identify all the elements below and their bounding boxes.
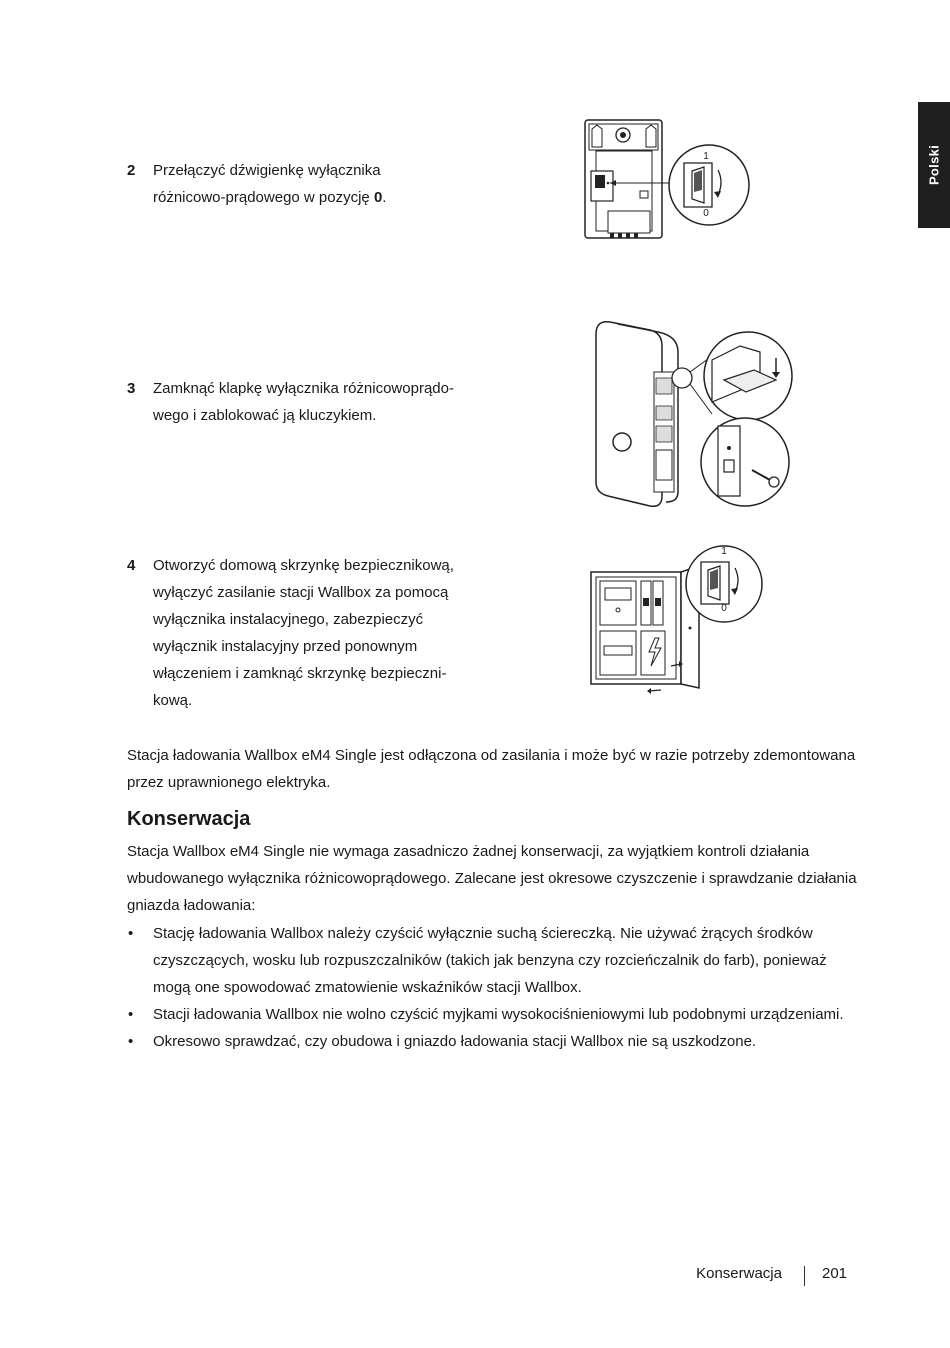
- step-4: [127, 552, 457, 714]
- step-number: 3: [127, 380, 136, 397]
- list-item: [127, 920, 857, 1001]
- step-number: 4: [127, 557, 136, 574]
- list-item-text: Okresowo sprawdzać, czy obudowa i gniazdo ładowania stacji Wallbox nie są uszkodzone.: [153, 1033, 757, 1050]
- fuse-box-figure: [585, 538, 775, 708]
- step-text-main: Przełączyć dźwigienkę wyłącznika różnicowo-prądowego w pozycję: [153, 162, 381, 206]
- step-text: Otworzyć domową skrzynkę bezpiecznikową, wyłączyć zasilanie stacji Wallbox za pomocą wyłącznika instalacyjnego, zabezpieczyć wyłącznik instalacyjny przed ponownym włączeniem i zamknąć skrzynkę bezpieczni-kową.: [153, 557, 454, 709]
- step-text: [153, 157, 457, 211]
- step-text: Zamknąć klapkę wyłącznika różnicowoprądo-wego i zablokować ją kluczykiem.: [153, 380, 454, 424]
- disconnected-note: Stacja ładowania Wallbox eM4 Single jest odłączona od zasilania i może być w razie potrzeby zdemontowana przez uprawnionego elektryka.: [127, 747, 856, 791]
- switch-on-label: 1: [703, 151, 709, 162]
- step-number: 2: [127, 162, 136, 179]
- bullet-icon: •: [128, 1006, 134, 1023]
- switch-on-label: 1: [721, 546, 727, 557]
- step-text-emphasis: 0: [373, 189, 383, 206]
- switch-off-label: 0: [721, 603, 727, 614]
- language-tab-label: Polski: [926, 144, 942, 186]
- footer-section-title: Konserwacja: [696, 1265, 782, 1282]
- bullet-icon: •: [128, 1033, 134, 1050]
- close-flap-figure: [588, 314, 798, 512]
- step-text-end: .: [382, 189, 387, 206]
- list-item: [127, 1001, 857, 1028]
- maintenance-intro: Stacja Wallbox eM4 Single nie wymaga zasadniczo żadnej konserwacji, za wyjątkiem kontroli działania wbudowanego wyłącznika różnicowoprądowego. Zalecane jest okresowe czyszczenie i sprawdzanie działania gniazda ładowania:: [127, 843, 857, 914]
- rcd-switch-figure: [580, 115, 755, 245]
- page-number: 201: [822, 1265, 848, 1282]
- step-2: [127, 157, 457, 211]
- list-item-text: Stacji ładowania Wallbox nie wolno czyścić myjkami wysokociśnieniowymi lub podobnymi urządzeniami.: [153, 1006, 844, 1023]
- switch-off-label: 0: [703, 208, 709, 219]
- footer-divider: [804, 1266, 805, 1286]
- list-item: [127, 1028, 857, 1055]
- list-item-text: Stację ładowania Wallbox należy czyścić wyłącznie suchą ściereczką. Nie używać żrących środków czyszczących, wosku lub rozpuszczalników (takich jak benzyna czy rozcieńczalnik do farb), ponieważ mogą one spowodować zmatowienie wskaźników stacji Wallbox.: [153, 925, 827, 996]
- bullet-icon: •: [128, 925, 134, 942]
- step-3: [127, 375, 457, 429]
- language-tab: [918, 102, 950, 228]
- section-heading: Konserwacja: [127, 808, 251, 830]
- maintenance-list: [127, 920, 857, 1055]
